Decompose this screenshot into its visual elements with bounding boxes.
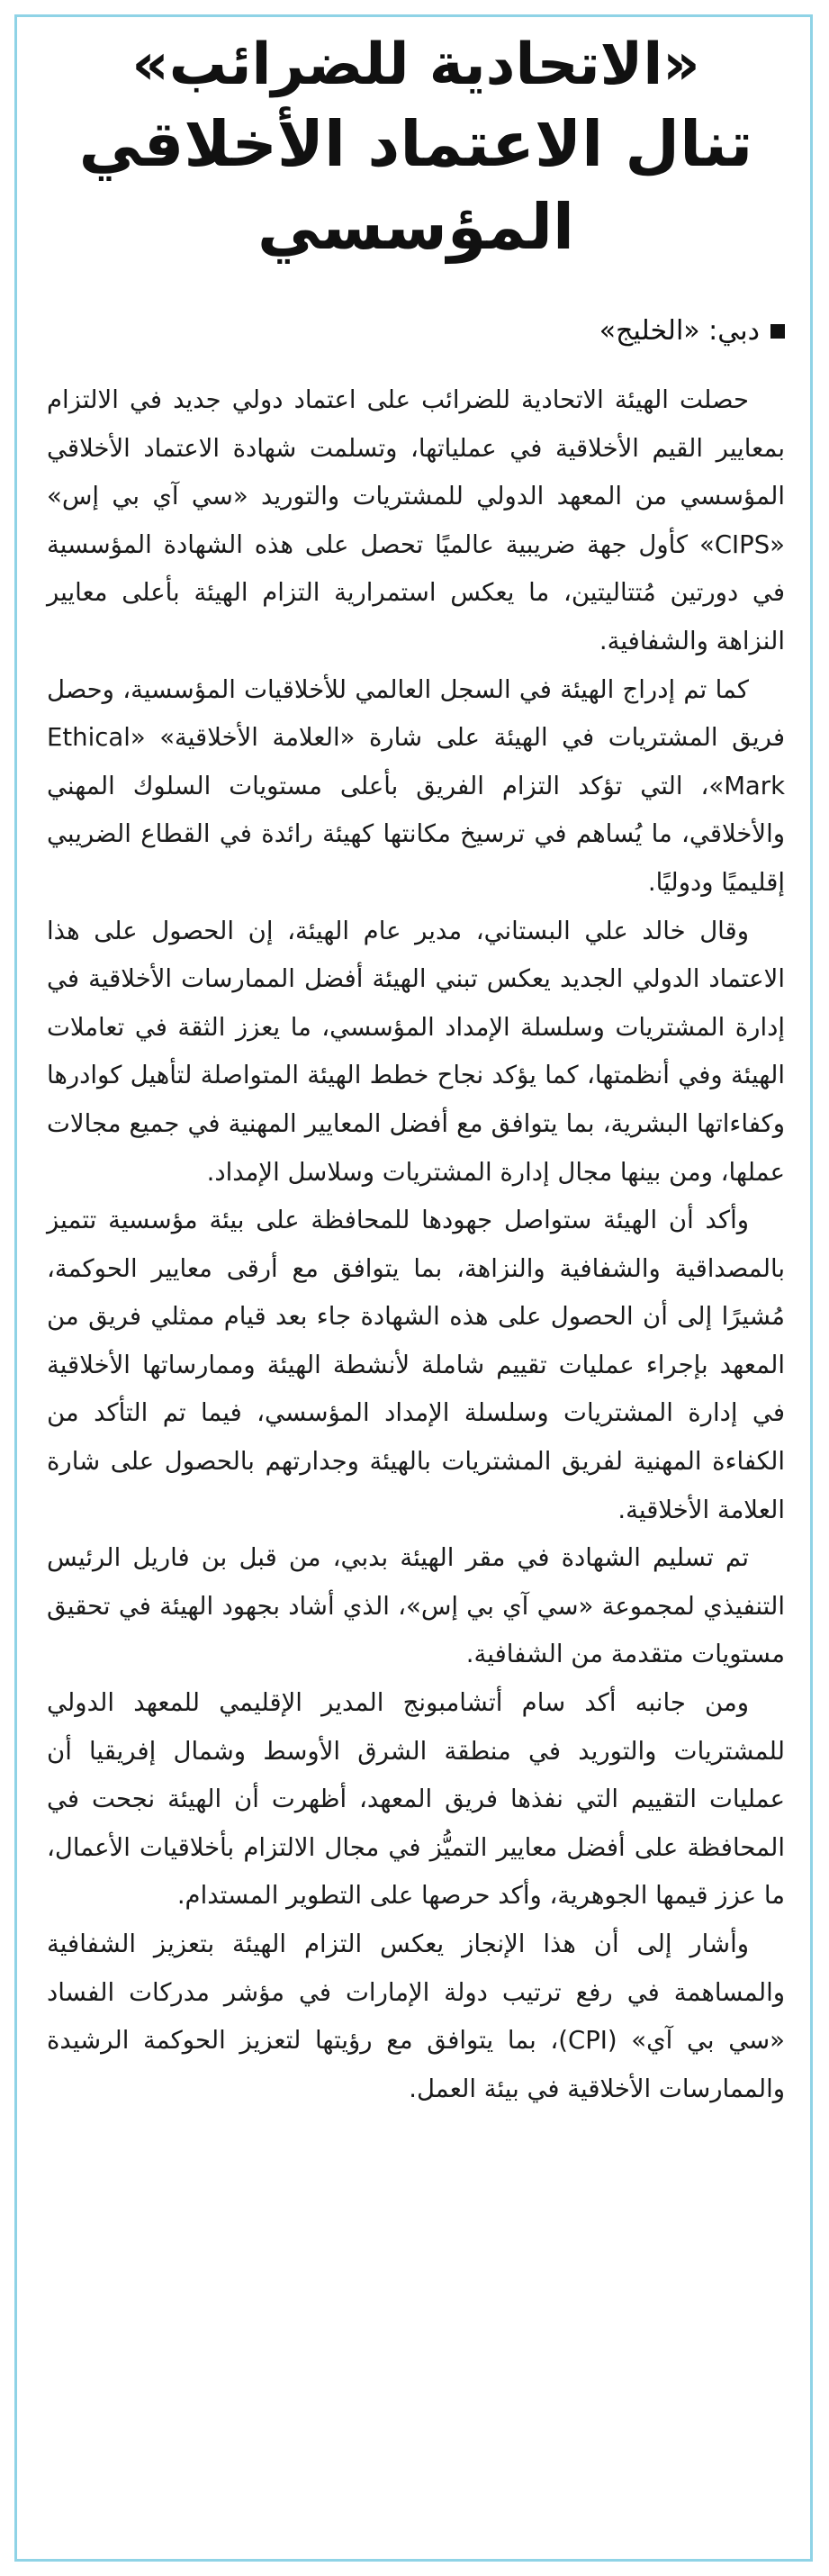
- paragraph-3: وقال خالد علي البستاني، مدير عام الهيئة، إن الحصول على هذا الاعتماد الدولي الجديد يعكس تبني الهيئة أفضل الممارسات الأخلاقية في إدارة المشتريات وسلسلة الإمداد المؤسسي، ما يعزز الثقة في تعاملات الهيئة وفي أنظمتها، كما يؤكد نجاح خطط الهيئة المتواصلة لتأهيل كوادرها وكفاءاتها البشرية، بما يتوافق مع أفضل المعايير المهنية في جميع مجالات عملها، ومن بينها مجال إدارة المشتريات وسلاسل الإمداد.: [47, 916, 785, 1187]
- article: [47, 27, 785, 2113]
- paragraph-4: وأكد أن الهيئة ستواصل جهودها للمحافظة على بيئة مؤسسية تتميز بالمصداقية والشفافية والنزاهة، بما يتوافق مع أرقى معايير الحوكمة، مُشيرًا إلى أن الحصول على هذه الشهادة جاء بعد قيام ممثلي فريق من المعهد بإجراء عمليات تقييم شاملة لأنشطة الهيئة وممارساتها الأخلاقية في إدارة المشتريات وسلسلة الإمداد المؤسسي، فيما تم التأكد من الكفاءة المهنية لفريق المشتريات بالهيئة وجدارتهم بالحصول على شارة العلامة الأخلاقية.: [47, 1206, 785, 1524]
- byline-text: دبي: «الخليج»: [599, 315, 760, 347]
- square-bullet-icon: [770, 324, 785, 339]
- headline-line-1: «الاتحادية للضرائب»: [131, 32, 700, 98]
- paragraph-7: وأشار إلى أن هذا الإنجاز يعكس التزام الهيئة بتعزيز الشفافية والمساهمة في رفع ترتيب دولة الإمارات في مؤشر مدركات الفساد «سي بي آي» (CPI)، بما يتوافق مع رؤيتها لتعزيز الحوكمة الرشيدة والممارسات الأخلاقية في بيئة العمل.: [47, 1930, 785, 2103]
- byline: [47, 313, 785, 349]
- paragraph-2: كما تم إدراج الهيئة في السجل العالمي للأخلاقيات المؤسسية، وحصل فريق المشتريات في الهيئة على شارة «العلامة الأخلاقية» «Ethical Mark»، التي تؤكد التزام الفريق بأعلى مستويات السلوك المهني والأخلاقي، ما يُساهم في ترسيخ مكانتها كهيئة رائدة في القطاع الضريبي إقليميًا ودوليًا.: [47, 674, 785, 897]
- headline: [47, 27, 785, 268]
- paragraph-5: تم تسليم الشهادة في مقر الهيئة بدبي، من قبل بن فاريل الرئيس التنفيذي لمجموعة «سي آي بي إس»، الذي أشاد بجهود الهيئة في تحقيق مستويات متقدمة من الشفافية.: [47, 1543, 785, 1669]
- paragraph-6: ومن جانبه أكد سام أتشامبونج المدير الإقليمي للمعهد الدولي للمشتريات والتوريد في منطقة الشرق الأوسط وشمال إفريقيا أن عمليات التقييم التي نفذها فريق المعهد، أظهرت أن الهيئة نجحت في المحافظة على أفضل معايير التميُّز في مجال الالتزام بأخلاقيات الأعمال، ما عزز قيمها الجوهرية، وأكد حرصها على التطوير المستدام.: [47, 1688, 785, 1911]
- headline-line-2: تنال الاعتماد الأخلاقي المؤسسي: [78, 107, 753, 264]
- article-body: [47, 376, 785, 2113]
- paragraph-1: حصلت الهيئة الاتحادية للضرائب على اعتماد دولي جديد في الالتزام بمعايير القيم الأخلاقية في عملياتها، وتسلمت شهادة الاعتماد الأخلاقي المؤسسي من المعهد الدولي للمشتريات والتوريد «سي آي بي إس» «CIPS» كأول جهة ضريبية عالميًا تحصل على هذه الشهادة المؤسسية في دورتين مُتتاليتين، ما يعكس استمرارية التزام الهيئة بأعلى معايير النزاهة والشفافية.: [47, 385, 785, 655]
